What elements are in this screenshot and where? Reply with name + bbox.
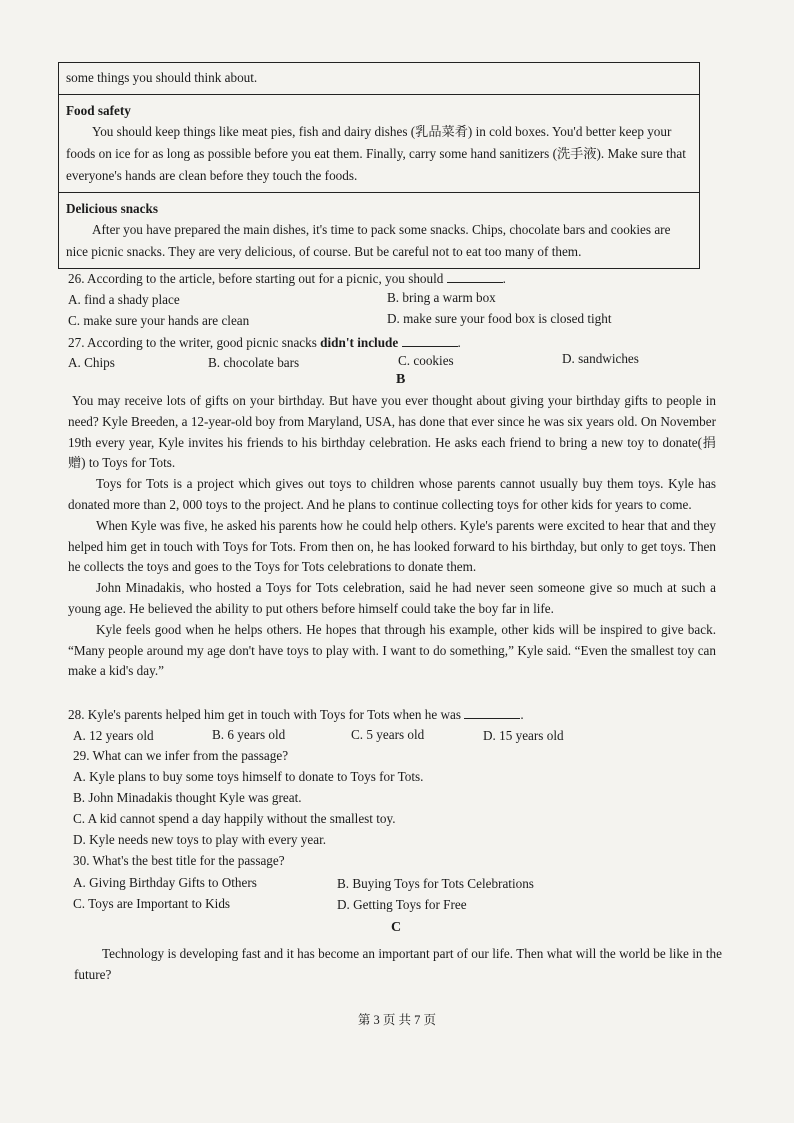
q26-option-a: A. find a shady place bbox=[68, 292, 180, 307]
passage-c-intro: Technology is developing fast and it has become an important part of our life. Then what will the world be like in the future? bbox=[74, 946, 722, 982]
q29-option-d: D. Kyle needs new toys to play with every year. bbox=[73, 832, 327, 847]
q30-option-c: C. Toys are Important to Kids bbox=[73, 896, 231, 911]
answer-blank bbox=[464, 704, 520, 719]
q30-option-b: B. Buying Toys for Tots Celebrations bbox=[337, 876, 534, 891]
q30-option-d: D. Getting Toys for Free bbox=[337, 897, 467, 912]
box-intro-text: some things you should think about. bbox=[66, 70, 258, 85]
page-number-footer: 第 3 页 共 7 页 bbox=[357, 1013, 437, 1027]
food-safety-text: You should keep things like meat pies, fish and dairy dishes (乳品菜肴) in cold boxes. You'd better keep your foods on ice for as long as possible before you eat them. Finally, carry some hand sanitizers (洗手液). Make sure that everyone's hands are clean before they touch the foods. bbox=[66, 124, 686, 183]
passage-b-paragraph-1: You may receive lots of gifts on your birthday. But have you ever thought about giving your birthday gifts to people in need? Kyle Breeden, a 12-year-old boy from Maryland, USA, has done that ever since he was six years old. On November 19th every year, Kyle invites his friends to his birthday celebration. He asks each friend to bring a new toy to donate(捐赠) to Toys for Tots. bbox=[68, 393, 716, 471]
question-29-stem: 29. What can we infer from the passage? bbox=[73, 748, 289, 763]
section-b-passage bbox=[68, 391, 716, 682]
q27-option-d: D. sandwiches bbox=[562, 351, 639, 366]
q26-option-d: D. make sure your food box is closed tight bbox=[387, 311, 612, 326]
question-26-stem: 26. According to the article, before starting out for a picnic, you should . bbox=[68, 268, 728, 289]
q29-option-a: A. Kyle plans to buy some toys himself to donate to Toys for Tots. bbox=[73, 769, 424, 784]
passage-b-paragraph-5: Kyle feels good when he helps others. He hopes that through his example, other kids will be inspired to give back. “Many people around my age don't have toys to play with. I want to do something,” Kyle said. “Even the smallest toy can make a kid's day.” bbox=[68, 621, 716, 679]
q28-option-b: B. 6 years old bbox=[212, 727, 286, 742]
q28-option-c: C. 5 years old bbox=[351, 727, 425, 742]
section-c-letter: C bbox=[391, 920, 402, 935]
q27-option-b: B. chocolate bars bbox=[208, 355, 300, 370]
article-box bbox=[58, 62, 700, 269]
food-safety-heading: Food safety bbox=[66, 103, 131, 118]
snacks-section bbox=[59, 192, 699, 268]
section-b-letter: B bbox=[396, 372, 406, 387]
question-30-stem: 30. What's the best title for the passage? bbox=[73, 853, 285, 868]
snacks-heading: Delicious snacks bbox=[66, 201, 158, 216]
question-27-stem: 27. According to the writer, good picnic snacks didn't include . bbox=[68, 332, 728, 353]
passage-b-paragraph-4: John Minadakis, who hosted a Toys for Tots celebration, said he had never seen someone give so much at such a young age. He believed the ability to put others before himself could take the boy far in life. bbox=[68, 580, 716, 616]
food-safety-section bbox=[59, 94, 699, 192]
section-c-passage bbox=[74, 944, 722, 986]
q26-option-c: C. make sure your hands are clean bbox=[68, 313, 250, 328]
q29-option-c: C. A kid cannot spend a day happily without the smallest toy. bbox=[73, 811, 396, 826]
q26-option-b: B. bring a warm box bbox=[387, 290, 496, 305]
box-intro-row bbox=[59, 63, 699, 94]
snacks-text: After you have prepared the main dishes, it's time to pack some snacks. Chips, chocolate bars and cookies are nice picnic snacks. They are very delicious, of course. But be careful not to eat too many of them. bbox=[66, 222, 671, 259]
q27-option-a: A. Chips bbox=[68, 355, 115, 370]
passage-b-paragraph-3: When Kyle was five, he asked his parents how he could help others. Kyle's parents were excited to hear that and they helped him get in touch with Toys for Tots. From then on, he has looked forward to his birthday, but only to get toys. Then he collects the toys and goes to the Toys for Tots celebrations to donate them. bbox=[68, 517, 716, 575]
q27-option-c: C. cookies bbox=[398, 353, 454, 368]
question-28-stem: 28. Kyle's parents helped him get in touch with Toys for Tots when he was . bbox=[68, 704, 728, 725]
q30-option-a: A. Giving Birthday Gifts to Others bbox=[73, 875, 257, 890]
q28-option-a: A. 12 years old bbox=[73, 728, 154, 743]
q28-option-d: D. 15 years old bbox=[483, 728, 564, 743]
answer-blank bbox=[402, 332, 458, 347]
q29-option-b: B. John Minadakis thought Kyle was great. bbox=[73, 790, 302, 805]
answer-blank bbox=[447, 268, 503, 283]
passage-b-paragraph-2: Toys for Tots is a project which gives out toys to children whose parents cannot usually buy them toys. Kyle has donated more than 2, 000 toys to the project. And he plans to continue collecting toys for other kids for years to come. bbox=[68, 476, 716, 512]
